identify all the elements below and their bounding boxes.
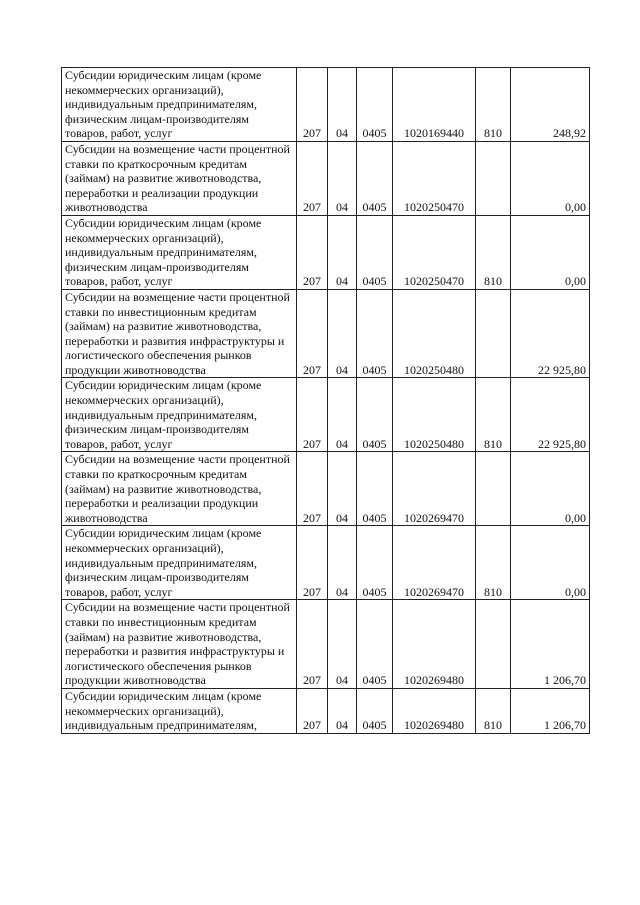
row-expense-type-code xyxy=(476,141,511,215)
row-target-article-code: 1020169440 xyxy=(393,68,476,142)
row-target-article-code: 1020269470 xyxy=(393,452,476,526)
row-glava-code: 207 xyxy=(297,600,328,689)
row-section-code: 04 xyxy=(328,600,357,689)
row-section-code: 04 xyxy=(328,68,357,142)
row-name: Субсидии юридическим лицам (кроме некоммерческих организаций), индивидуальным предпринимателям, физическим лицам-производителям товаров, работ, услуг xyxy=(62,215,297,289)
row-section-code: 04 xyxy=(328,215,357,289)
row-name: Субсидии юридическим лицам (кроме некоммерческих организаций), индивидуальным предпринимателям, физическим лицам-производителям товаров, работ, услуг xyxy=(62,68,297,142)
table-row xyxy=(62,452,590,526)
row-amount: 22 925,80 xyxy=(511,378,590,452)
row-expense-type-code: 810 xyxy=(476,526,511,600)
row-amount: 0,00 xyxy=(511,141,590,215)
row-target-article-code: 1020250470 xyxy=(393,215,476,289)
row-amount: 22 925,80 xyxy=(511,289,590,378)
row-section-code: 04 xyxy=(328,289,357,378)
row-target-article-code: 1020269480 xyxy=(393,600,476,689)
row-section-code: 04 xyxy=(328,688,357,733)
row-expense-type-code: 810 xyxy=(476,215,511,289)
row-amount: 0,00 xyxy=(511,526,590,600)
row-amount: 0,00 xyxy=(511,452,590,526)
row-glava-code: 207 xyxy=(297,526,328,600)
row-section-code: 04 xyxy=(328,452,357,526)
row-subsection-code: 0405 xyxy=(357,141,393,215)
row-subsection-code: 0405 xyxy=(357,289,393,378)
table-row xyxy=(62,600,590,689)
row-expense-type-code: 810 xyxy=(476,378,511,452)
row-glava-code: 207 xyxy=(297,688,328,733)
table-row xyxy=(62,141,590,215)
row-subsection-code: 0405 xyxy=(357,688,393,733)
table-row xyxy=(62,688,590,733)
row-target-article-code: 1020250470 xyxy=(393,141,476,215)
table-row xyxy=(62,378,590,452)
row-amount: 1 206,70 xyxy=(511,688,590,733)
row-glava-code: 207 xyxy=(297,378,328,452)
row-section-code: 04 xyxy=(328,378,357,452)
row-section-code: 04 xyxy=(328,526,357,600)
row-name: Субсидии на возмещение части процентной ставки по краткосрочным кредитам (займам) на развитие животноводства, переработки и реализации продукции животноводства xyxy=(62,452,297,526)
row-expense-type-code xyxy=(476,600,511,689)
row-expense-type-code: 810 xyxy=(476,68,511,142)
row-subsection-code: 0405 xyxy=(357,68,393,142)
row-glava-code: 207 xyxy=(297,452,328,526)
row-target-article-code: 1020269470 xyxy=(393,526,476,600)
table-row xyxy=(62,526,590,600)
row-target-article-code: 1020250480 xyxy=(393,289,476,378)
row-amount: 1 206,70 xyxy=(511,600,590,689)
row-expense-type-code: 810 xyxy=(476,688,511,733)
row-amount: 0,00 xyxy=(511,215,590,289)
row-name: Субсидии на возмещение части процентной ставки по инвестиционным кредитам (займам) на развитие животноводства, переработки и развития инфраструктуры и логистического обеспечения рынков продукции животноводства xyxy=(62,289,297,378)
row-glava-code: 207 xyxy=(297,289,328,378)
row-name: Субсидии юридическим лицам (кроме некоммерческих организаций), индивидуальным предпринимателям, физическим лицам-производителям товаров, работ, услуг xyxy=(62,526,297,600)
row-section-code: 04 xyxy=(328,141,357,215)
row-expense-type-code xyxy=(476,452,511,526)
row-subsection-code: 0405 xyxy=(357,526,393,600)
row-expense-type-code xyxy=(476,289,511,378)
row-glava-code: 207 xyxy=(297,141,328,215)
row-name: Субсидии на возмещение части процентной ставки по инвестиционным кредитам (займам) на развитие животноводства, переработки и развития инфраструктуры и логистического обеспечения рынков продукции животноводства xyxy=(62,600,297,689)
row-subsection-code: 0405 xyxy=(357,378,393,452)
table-row xyxy=(62,68,590,142)
row-name: Субсидии юридическим лицам (кроме некоммерческих организаций), индивидуальным предпринимателям, физическим лицам-производителям товаров, работ, услуг xyxy=(62,378,297,452)
row-subsection-code: 0405 xyxy=(357,215,393,289)
table-row xyxy=(62,289,590,378)
row-glava-code: 207 xyxy=(297,68,328,142)
row-subsection-code: 0405 xyxy=(357,452,393,526)
row-amount: 248,92 xyxy=(511,68,590,142)
row-subsection-code: 0405 xyxy=(357,600,393,689)
row-target-article-code: 1020269480 xyxy=(393,688,476,733)
budget-table xyxy=(61,67,590,734)
row-name: Субсидии юридическим лицам (кроме некоммерческих организаций), индивидуальным предпринимателям, xyxy=(62,688,297,733)
row-name: Субсидии на возмещение части процентной ставки по краткосрочным кредитам (займам) на развитие животноводства, переработки и реализации продукции животноводства xyxy=(62,141,297,215)
row-glava-code: 207 xyxy=(297,215,328,289)
row-target-article-code: 1020250480 xyxy=(393,378,476,452)
table-row xyxy=(62,215,590,289)
